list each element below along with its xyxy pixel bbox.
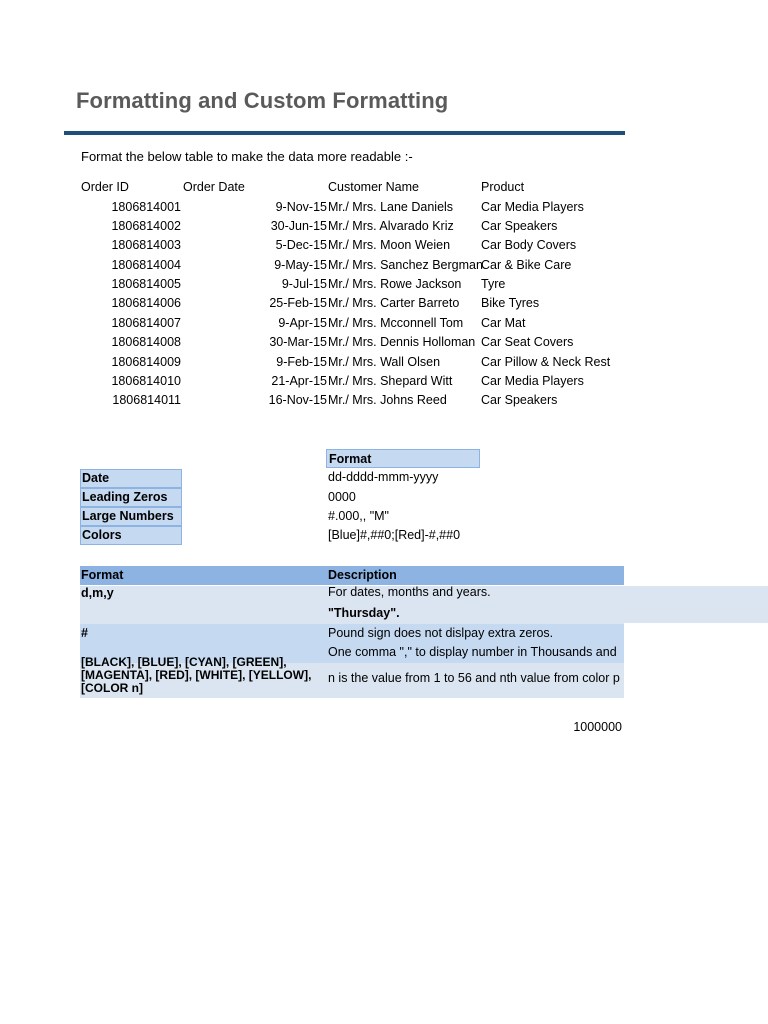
order-date-cell[interactable]: 9-Apr-15	[278, 316, 327, 330]
order-id-cell[interactable]: 1806814002	[111, 219, 181, 233]
order-id-cell[interactable]: 1806814006	[111, 296, 181, 310]
product-cell[interactable]: Bike Tyres	[481, 296, 540, 310]
header-description[interactable]: Description	[328, 568, 397, 582]
customer-name-cell[interactable]: Mr./ Mrs. Shepard Witt	[328, 374, 453, 388]
table-row	[80, 655, 624, 698]
order-id-cell[interactable]: 1806814003	[111, 238, 181, 252]
customer-name-cell[interactable]: Mr./ Mrs. Lane Daniels	[328, 200, 454, 214]
description-line: For dates, months and years.	[328, 585, 491, 599]
title-underline	[64, 131, 625, 135]
format-cell[interactable]: [MAGENTA], [RED], [WHITE], [YELLOW],	[81, 668, 312, 682]
format-date-value[interactable]: dd-dddd-mmm-yyyy	[328, 470, 439, 484]
order-date-cell[interactable]: 9-Jul-15	[281, 277, 327, 291]
table-row	[0, 236, 768, 255]
order-date-cell[interactable]: 25-Feb-15	[269, 296, 327, 310]
header-product[interactable]: Product	[481, 180, 525, 194]
format-header-cell[interactable]: Format	[326, 449, 480, 468]
product-cell[interactable]: Car Speakers	[481, 393, 558, 407]
header-order-id[interactable]: Order ID	[81, 180, 129, 194]
format-cell[interactable]: #	[81, 626, 88, 640]
product-cell[interactable]: Car Media Players	[481, 200, 584, 214]
format-leading-zeros-value[interactable]: 0000	[328, 490, 356, 504]
order-date-cell[interactable]: 9-Nov-15	[275, 200, 327, 214]
order-date-cell[interactable]: 9-May-15	[274, 258, 327, 272]
label-leading-zeros[interactable]: Leading Zeros	[80, 488, 182, 507]
format-cell[interactable]: [BLACK], [BLUE], [CYAN], [GREEN],	[81, 655, 287, 669]
format-large-numbers-value[interactable]: #.000,, "M"	[328, 509, 389, 523]
product-cell[interactable]: Car & Bike Care	[481, 258, 572, 272]
order-id-cell[interactable]: 1806814011	[112, 393, 181, 407]
customer-name-cell[interactable]: Mr./ Mrs. Mcconnell Tom	[328, 316, 464, 330]
order-date-cell[interactable]: 30-Mar-15	[269, 335, 327, 349]
sample-number-cell[interactable]: 1000000	[573, 720, 622, 734]
table-row	[0, 314, 768, 333]
order-date-cell[interactable]: 9-Feb-15	[276, 355, 327, 369]
product-cell[interactable]: Car Mat	[481, 316, 526, 330]
table-row	[0, 256, 768, 275]
orders-header-row	[0, 178, 768, 197]
product-cell[interactable]: Car Pillow & Neck Rest	[481, 355, 611, 369]
order-id-cell[interactable]: 1806814007	[111, 316, 181, 330]
customer-name-cell[interactable]: Mr./ Mrs. Sanchez Bergman	[328, 258, 483, 272]
customer-name-cell[interactable]: Mr./ Mrs. Johns Reed	[328, 393, 447, 407]
description-line: "Thursday".	[328, 606, 400, 620]
label-date[interactable]: Date	[80, 469, 182, 488]
customer-name-cell[interactable]: Mr./ Mrs. Carter Barreto	[328, 296, 460, 310]
table-row	[0, 217, 768, 236]
table-row	[0, 198, 768, 217]
order-date-cell[interactable]: 16-Nov-15	[268, 393, 327, 407]
table-row	[0, 391, 768, 410]
order-id-cell[interactable]: 1806814005	[111, 277, 181, 291]
customer-name-cell[interactable]: Mr./ Mrs. Dennis Holloman	[328, 335, 476, 349]
order-date-cell[interactable]: 30-Jun-15	[270, 219, 327, 233]
label-colors[interactable]: Colors	[80, 526, 182, 545]
product-cell[interactable]: Car Media Players	[481, 374, 584, 388]
description-line[interactable]: One comma "," to display number in Thousands and	[328, 645, 617, 659]
order-id-cell[interactable]: 1806814010	[111, 374, 181, 388]
order-date-cell[interactable]: 5-Dec-15	[275, 238, 327, 252]
customer-name-cell[interactable]: Mr./ Mrs. Wall Olsen	[328, 355, 441, 369]
label-large-numbers[interactable]: Large Numbers	[80, 507, 182, 526]
table-row	[0, 275, 768, 294]
product-cell[interactable]: Car Body Covers	[481, 238, 577, 252]
table-row	[0, 294, 768, 313]
description-line[interactable]: n is the value from 1 to 56 and nth value from color p	[328, 671, 620, 685]
description-line[interactable]: Pound sign does not dislpay extra zeros.	[328, 626, 554, 640]
header-customer-name[interactable]: Customer Name	[328, 180, 419, 194]
order-date-cell[interactable]: 21-Apr-15	[271, 374, 327, 388]
instruction-text: Format the below table to make the data more readable :-	[81, 149, 413, 164]
table-row	[0, 333, 768, 352]
order-id-cell[interactable]: 1806814009	[111, 355, 181, 369]
customer-name-cell[interactable]: Mr./ Mrs. Moon Weien	[328, 238, 451, 252]
customer-name-cell[interactable]: Mr./ Mrs. Alvarado Kriz	[328, 219, 454, 233]
header-order-date[interactable]: Order Date	[183, 180, 245, 194]
description-header-row	[80, 566, 624, 585]
order-id-cell[interactable]: 1806814001	[111, 200, 181, 214]
format-colors-value[interactable]: [Blue]#,##0;[Red]-#,##0	[328, 528, 461, 542]
customer-name-cell[interactable]: Mr./ Mrs. Rowe Jackson	[328, 277, 462, 291]
product-cell[interactable]: Car Speakers	[481, 219, 558, 233]
product-cell[interactable]: Car Seat Covers	[481, 335, 574, 349]
product-cell[interactable]: Tyre	[481, 277, 506, 291]
format-cell[interactable]: d,m,y	[81, 586, 114, 600]
page-title: Formatting and Custom Formatting	[76, 88, 449, 113]
order-id-cell[interactable]: 1806814008	[111, 335, 181, 349]
format-cell[interactable]: [COLOR n]	[81, 681, 143, 695]
table-row	[0, 353, 768, 372]
header-format[interactable]: Format	[81, 568, 124, 582]
description-cell-overflow[interactable]	[326, 586, 768, 623]
table-row	[0, 372, 768, 391]
order-id-cell[interactable]: 1806814004	[111, 258, 181, 272]
